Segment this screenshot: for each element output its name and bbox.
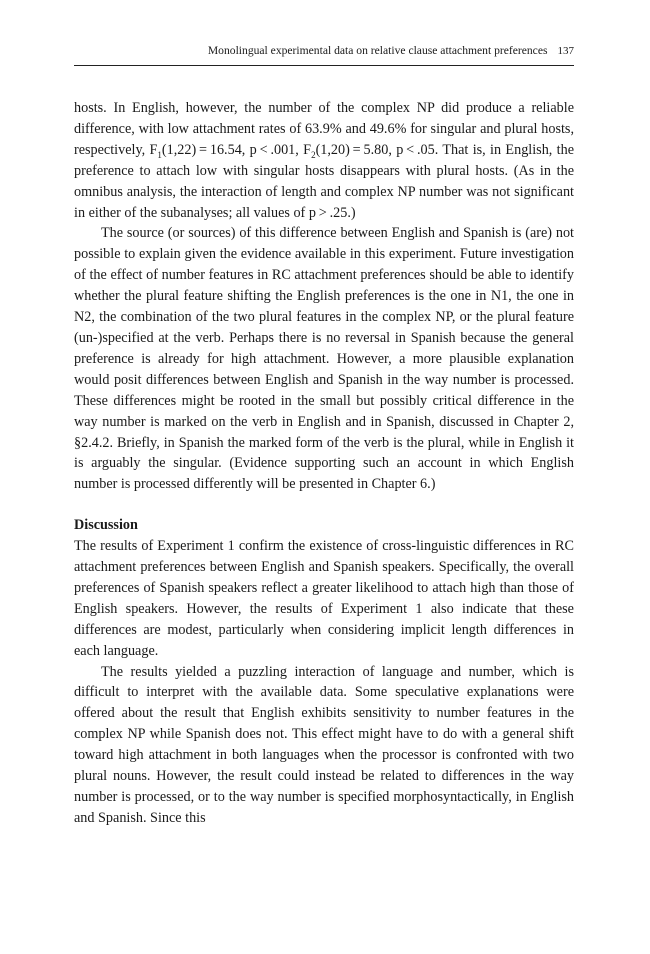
text-run: hosts. In English, however, the number of the complex NP did produce a reliable difference, with low attachment rates of 63.9% and 49.6% for singular and plural hosts, respectively, F <box>74 100 574 158</box>
running-title: Monolingual experimental data on relative clause attachment preferences <box>207 44 548 57</box>
text-run: (1,22) = 16.54, p < .001, F <box>161 141 312 158</box>
body-text <box>74 98 574 829</box>
paragraph: The results yielded a puzzling interaction of language and number, which is difficult to interpret with the available data. Some speculative explanations were offered about the result that English exhibits sensitivity to number features in the complex NP while Spanish does not. This effect might have to do with a general shift toward high attachment in both languages when the processor is confronted with two plural nouns. However, the result could instead be related to differences in the way number is processed, or to the way number is specified morphosyntactically, in English and Spanish. Since this <box>74 663 574 826</box>
paragraph: The source (or sources) of this difference between English and Spanish is (are) not possible to explain given the evidence available in this experiment. Future investigation of the effect of number features in RC attachment preferences should be able to identify whether the plural feature shifting the English preferences is the one in N1, the one in N2, the combination of the two plural features in the complex NP, or the plural feature (un-)specified at the verb. Perhaps there is no reversal in Spanish because the general preference is already for high attachment. However, a more plausible explanation would posit differences between English and Spanish in the way number is processed. These differences might be rooted in the small but possibly critical difference in the way number is marked on the verb in English and in Spanish, discussed in Chapter 2, §2.4.2. Briefly, in Spanish the marked form of the verb is the plural, while in English it is arguably the singular. (Evidence supporting such an account in which English number is processed differently will be presented in Chapter 6.) <box>74 225 574 493</box>
paragraph: The results of Experiment 1 confirm the existence of cross-linguistic differences in RC attachment preferences between English and Spanish speakers. Specifically, the overall preferences of Spanish speakers reflect a greater likelihood to attach high than those of English speakers. However, the results of Experiment 1 also indicate that these differences are modest, particularly when considering implicit length differences in each language. <box>74 538 574 659</box>
running-head <box>74 44 574 57</box>
paragraph <box>74 98 574 223</box>
header-rule <box>74 65 574 66</box>
subscript: 1 <box>157 149 162 160</box>
text-run: (1,20) = 5.80, p < .05. That is, in English, the preference to attach low with singular hosts disappears with plural hosts. (As in the omnibus analysis, the interaction of length and complex NP number was not significant in either of the subanalyses; all values of p > .25.) <box>74 141 575 221</box>
section-heading: Discussion <box>74 517 138 534</box>
page-number: 137 <box>557 45 574 57</box>
subscript: 2 <box>311 149 316 160</box>
